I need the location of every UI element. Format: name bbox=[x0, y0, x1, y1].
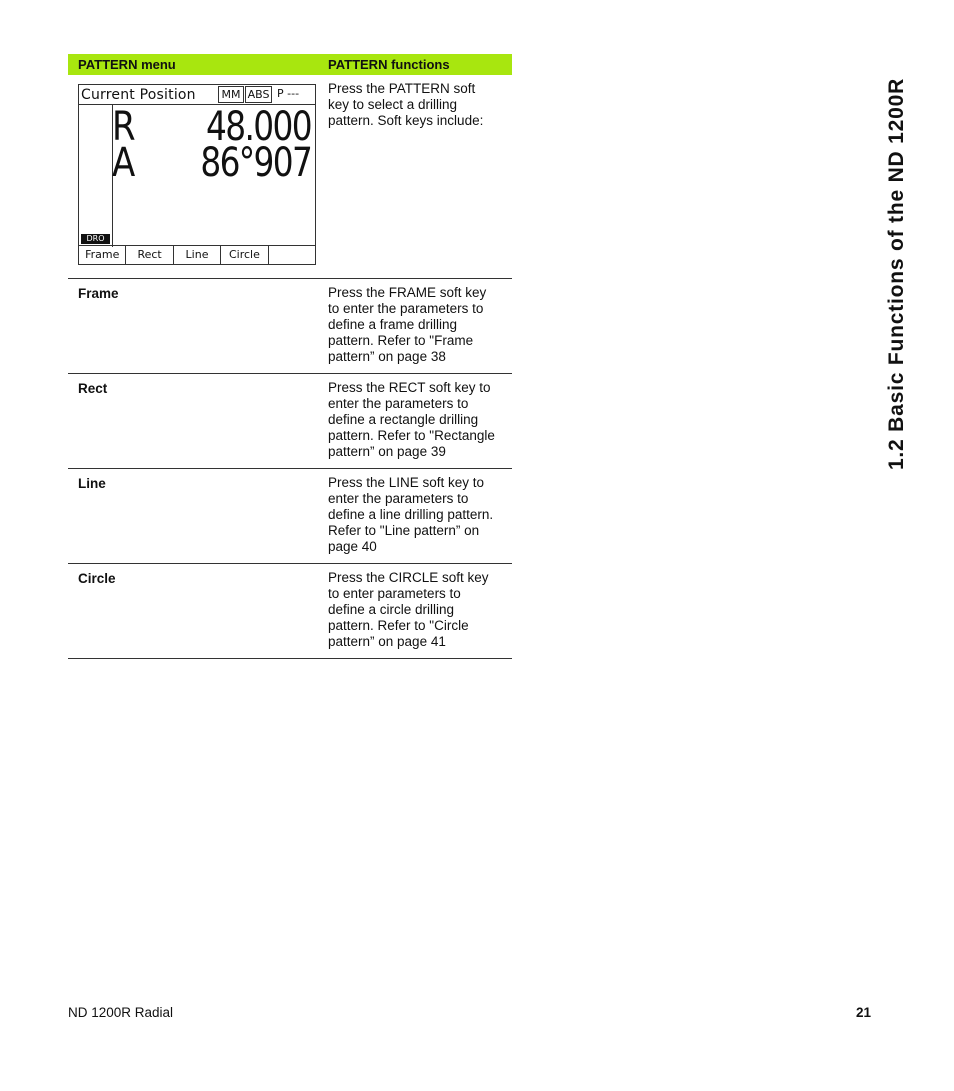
softkey-empty bbox=[269, 246, 315, 264]
dro-screen-image bbox=[78, 84, 316, 265]
desc-line: Refer to "Line pattern” on bbox=[328, 523, 480, 538]
rect-description bbox=[328, 380, 508, 460]
desc-line: Press the RECT soft key to bbox=[328, 380, 491, 395]
desc-line: pattern” on page 38 bbox=[328, 349, 446, 364]
row-label-circle: Circle bbox=[78, 571, 116, 586]
row-label-rect: Rect bbox=[78, 381, 108, 396]
desc-line: define a circle drilling bbox=[328, 602, 455, 617]
header-pattern-functions: PATTERN functions bbox=[328, 57, 450, 72]
desc-line: to enter parameters to bbox=[328, 586, 461, 601]
table-header bbox=[68, 54, 512, 75]
line-description bbox=[328, 475, 508, 555]
desc-line: Press the LINE soft key to bbox=[328, 475, 485, 490]
softkey-rect: Rect bbox=[126, 246, 173, 264]
screen-title: Current Position bbox=[81, 87, 196, 103]
table-row bbox=[68, 564, 512, 659]
axis-a-value: 86°907 bbox=[200, 140, 311, 186]
table-row bbox=[68, 469, 512, 564]
desc-line: pattern. Refer to "Circle bbox=[328, 618, 469, 633]
table-row bbox=[68, 75, 512, 279]
chapter-sidebar-title: 1.2 Basic Functions of the ND 1200R bbox=[885, 77, 908, 471]
screen-indicator-mm: MM bbox=[218, 86, 244, 103]
softkey-frame: Frame bbox=[79, 246, 126, 264]
frame-description bbox=[328, 285, 508, 365]
page-number: 21 bbox=[856, 1005, 872, 1020]
screen-indicator-abs: ABS bbox=[245, 86, 272, 103]
desc-line: page 40 bbox=[328, 539, 377, 554]
footer-product-name: ND 1200R Radial bbox=[68, 1005, 174, 1020]
desc-line: enter the parameters to bbox=[328, 396, 469, 411]
pattern-description bbox=[328, 81, 508, 129]
axis-a-label: A bbox=[112, 140, 136, 186]
table-row bbox=[68, 374, 512, 469]
desc-line: pattern. Soft keys include: bbox=[328, 113, 484, 128]
dro-mode-badge: DRO bbox=[81, 234, 110, 244]
desc-line: pattern. Refer to "Rectangle bbox=[328, 428, 495, 443]
screen-indicator-preset: P --- bbox=[277, 87, 300, 100]
desc-line: Press the FRAME soft key bbox=[328, 285, 487, 300]
desc-line: Press the CIRCLE soft key bbox=[328, 570, 489, 585]
desc-line: to enter the parameters to bbox=[328, 301, 484, 316]
circle-description bbox=[328, 570, 508, 650]
table-row bbox=[68, 279, 512, 374]
desc-line: pattern” on page 39 bbox=[328, 444, 446, 459]
desc-line: key to select a drilling bbox=[328, 97, 458, 112]
screen-softkey-bar bbox=[79, 245, 315, 264]
desc-line: enter the parameters to bbox=[328, 491, 469, 506]
header-pattern-menu: PATTERN menu bbox=[78, 57, 176, 72]
desc-line: Press the PATTERN soft bbox=[328, 81, 476, 96]
pattern-table bbox=[68, 54, 512, 659]
softkey-circle: Circle bbox=[221, 246, 268, 264]
axis-r-label: R bbox=[112, 104, 136, 150]
row-label-frame: Frame bbox=[78, 286, 119, 301]
desc-line: define a frame drilling bbox=[328, 317, 458, 332]
desc-line: pattern. Refer to "Frame bbox=[328, 333, 474, 348]
screen-left-column bbox=[79, 104, 113, 247]
axis-r-value: 48.000 bbox=[206, 104, 311, 150]
desc-line: define a rectangle drilling bbox=[328, 412, 479, 427]
row-label-line: Line bbox=[78, 476, 106, 491]
softkey-line: Line bbox=[174, 246, 221, 264]
desc-line: define a line drilling pattern. bbox=[328, 507, 494, 522]
desc-line: pattern” on page 41 bbox=[328, 634, 446, 649]
